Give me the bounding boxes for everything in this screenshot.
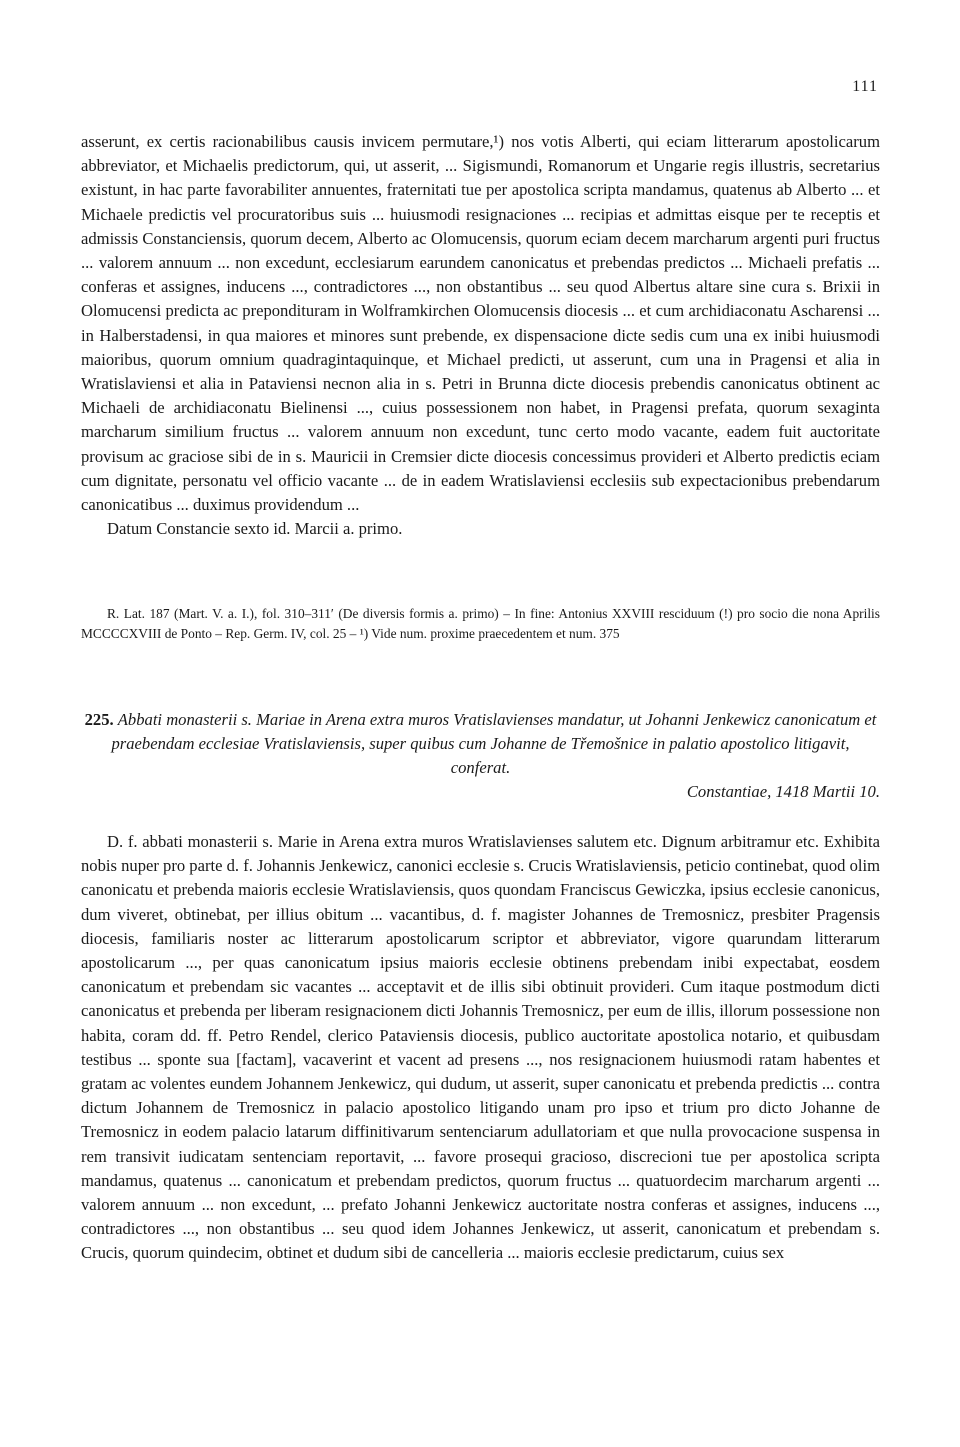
entry-224-text: asserunt, ex certis racionabilibus causis invicem permutare,¹) nos votis Alberti, qui eciam litterarum apostolicarum abbreviator, et Michaelis predictorum, qui, ut asserit, ... Sigismundi, Romanorum et Ungarie regis illustris, secretarius existunt, in hac parte favorabiliter annuentes, fraternitati tue per apostolica scripta mandamus, quatenus ab Alberto ... et Michaele predictis vel procuratoribus suis ... huiusmodi resignaciones ... recipias et admittas eisque per te receptis et admissis Constanciensis, quorum decem, Alberto ac Olomucensis, quorum eciam decem marcharum argenti puri fructus ... valorem annuum ... non excedunt, ecclesiarum earundem canonicatus et prebendas predictos ... Michaeli prefatis ... conferas et assignes, inducens ..., contradictores ..., non obstantibus ... seu quod Albertus altare sine cura s. Brixii in Olomucensi predicta ac prepondituram in Wolframkirchen Olomucensis diocesis ... et cum archidiaconatu Ascharensi ... in Halberstadensi, in qua maiores et minores sunt prebende, ex dispensacione dicte sedis cum una ex inibi huiusmodi maioribus, quorum omnium quadragintaquinque, et Michael predicti, ut asserunt, cum una in Pragensi et alia in Wratislaviensi et alia in Pataviensi necnon alia in s. Petri in Brunna dicte diocesis prebendis canonicatus obtinent ac Michaeli de archidiaconatu Bielinensi ..., cuius possessionem non habet, in Pragensi prefata, quorum sexaginta marcharum similium fructus ... valorem annuum non excedunt, tunc certo modo vacante, eadem fuit auctoritate provisum ac graciose sibi de in s. Mauricii in Cremsier dicte diocesis concessimus provideri et Alberto predictis eciam cum dignitate, personatu vel officio vacante ... de in eadem Wratislaviensi ecclesiis sub expectacionibus prebendarum canonicatibus ... duximus providendum ... xyxy=(81,132,880,515)
entry-224-datum: Datum Constancie sexto id. Marcii a. primo. xyxy=(107,519,403,539)
entry-title: Abbati monasterii s. Mariae in Arena extra muros Vratislavienses mandatur, ut Johanni Jenkewicz canonicatum et praebendam ecclesiae Vratislaviensis, super quibus cum Johanne de Třemošnice in palatio apostolico litigavit, conferat. xyxy=(111,710,877,777)
entry-number: 225. xyxy=(84,710,114,729)
entry-225-text: D. f. abbati monasterii s. Marie in Arena extra muros Wratislavienses salutem etc. Dignum arbitramur etc. Exhibita nobis nuper pro parte d. f. Johannis Jenkewicz, canonici ecclesie s. Crucis Wratislaviensis, peticio continebat, quod olim canonicatu et prebenda maioris ecclesie Wratislaviensis, quos quondam Franciscus Gewiczka, ipsius ecclesie canonicus, dum viveret, obtinebat, per illius obitum ... vacantibus, d. f. magister Johannes de Tremosnicz, presbiter Pragensis diocesis, familiaris noster ac litterarum apostolicarum scriptor et abbreviator, vigore quarundam litterarum apostolicarum ..., per quas canonicatum ipsius maioris ecclesie obtinens prebendam inibi expectabat, eosdem canonicatum et prebendam sic vacantes ... acceptavit et de illis sibi obtinuit provideri. Cum itaque postmodum dicti canonicatus et prebenda per liberam resignacionem dicti Johannis Tremosnicz, per eum de illis, illorum possessione non habita, coram dd. ff. Petro Rendel, clerico Pataviensis diocesis, publico auctoritate apostolica notario, et quibusdam testibus ... sponte sua [factam], vacaverint et vacent ad presens ..., nos resignacionem huiusmodi ratam habentes et gratam ac volentes eundem Johannem Jenkewicz, qui dudum, ut asserit, super canonicatu et prebenda predictis ... contra dictum Johannem de Tremosnicz in palacio apostolico litigando unam pro ipso et trium pro dicto Johanne de Tremosnicz in eodem palacio latarum diffinitivarum sentenciarum adullatoriam et que nulla provocacione suspensa in rem transivit iudicatam sentenciam reportavit, ... favore prosequi gracioso, discrecioni tue per apostolica scripta mandamus, quatenus ... canonicatum et prebendam predictos, quorum fructus ... quatuordecim marcharum argenti ... valorem annuum ... non excedunt, ... prefato Johanni Jenkewicz auctoritate nostra conferas et assignes, inducens ..., contradictores ..., non obstantibus ... seu quod idem Johannes Jenkewicz, ut asserit, canonicatum et prebendam s. Crucis, quorum quindecim, obtinet et dudum sibi de cancelleria ... maioris ecclesie predictarum, cuius sex xyxy=(81,832,881,1263)
page-number: 111 xyxy=(852,78,878,95)
footnote-text: R. Lat. 187 (Mart. V. a. I.), fol. 310–311′ (De diversis formis a. primo) – In fine: Antonius XXVIII resciduum (!) pro socio die nona Aprilis MCCCCXVIII de Ponto – Rep. Germ. IV, col. 25 – ¹) Vide num. proxime praecedentem et num. 375 xyxy=(81,606,880,641)
entry-225-body xyxy=(81,830,880,1266)
entry-225-rubric xyxy=(81,708,880,780)
entry-225-place-date: Constantiae, 1418 Martii 10. xyxy=(686,782,880,801)
apparatus-footnote xyxy=(81,604,880,644)
entry-224-continuation xyxy=(81,130,880,541)
